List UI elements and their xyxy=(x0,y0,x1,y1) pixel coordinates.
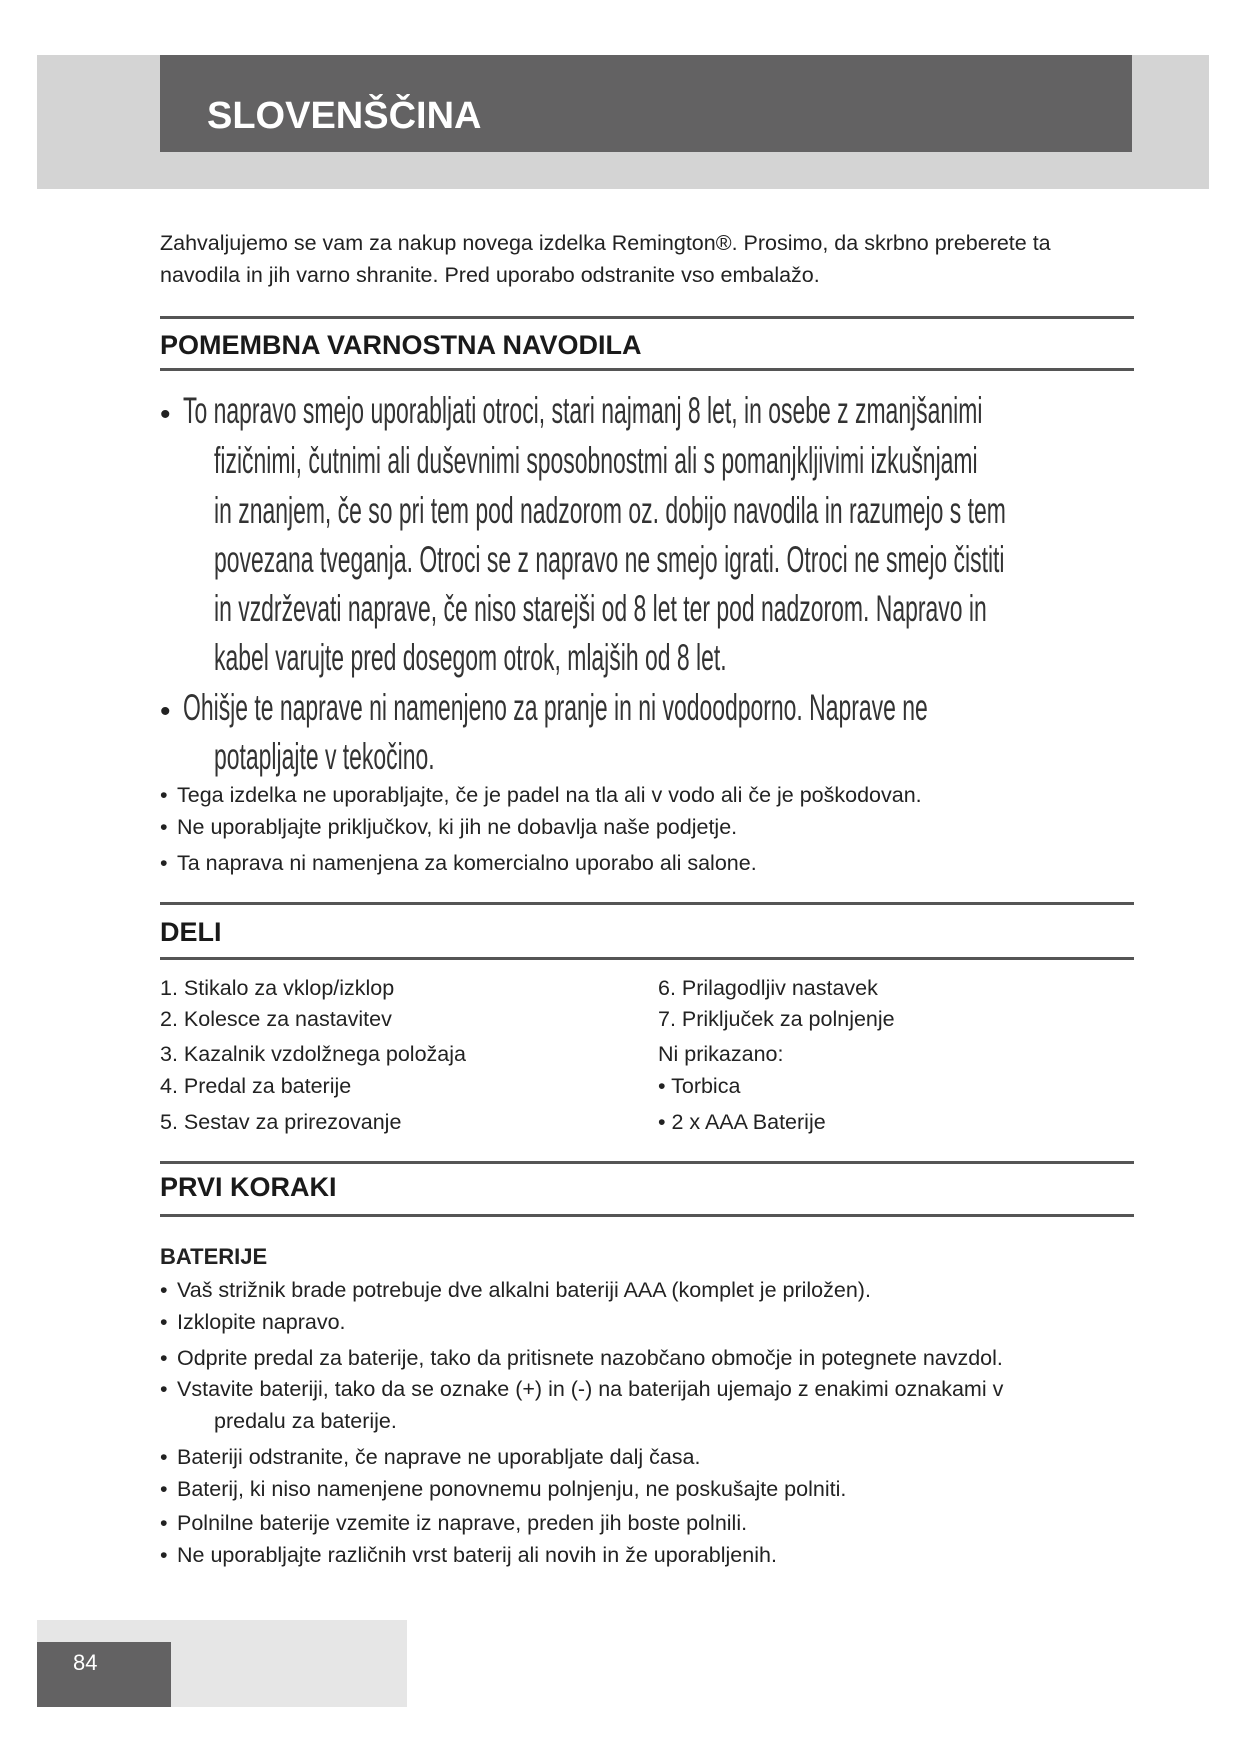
intro-line: navodila in jih varno shranite. Pred uporabo odstranite vso embalažo. xyxy=(160,263,820,287)
battery-item: Vstavite bateriji, tako da se oznake (+) in (-) na baterijah ujemajo z enakimi oznakami v xyxy=(177,1377,1004,1401)
divider xyxy=(160,1161,1134,1164)
page-title: SLOVENŠČINA xyxy=(207,95,482,137)
bullet: • xyxy=(160,398,171,431)
bullet: • xyxy=(160,1445,168,1469)
page-number: 84 xyxy=(73,1650,98,1675)
bullet: • xyxy=(160,783,168,807)
safety-line: potapljajte v tekočino. xyxy=(214,736,435,777)
battery-item: Vaš strižnik brade potrebuje dve alkalni bateriji AAA (komplet je priložen). xyxy=(177,1278,871,1302)
divider xyxy=(160,957,1134,960)
bullet: • xyxy=(160,1310,168,1334)
safety-line: in znanjem, če so pri tem pod nadzorom oz. dobijo navodila in razumejo s tem xyxy=(214,490,1006,531)
not-shown-label: Ni prikazano: xyxy=(658,1042,784,1066)
bullet: • xyxy=(160,695,171,728)
battery-item: Izklopite napravo. xyxy=(177,1310,346,1334)
bullet: • xyxy=(160,1543,168,1567)
bullet: • xyxy=(160,1278,168,1302)
safety-line: fizičnimi, čutnimi ali duševnimi sposobnostmi ali s pomanjkljivimi izkušnjami xyxy=(214,440,978,481)
safety-line: To napravo smejo uporabljati otroci, stari najmanj 8 let, in osebe z zmanjšanimi xyxy=(183,390,983,431)
part-item: 6. Prilagodljiv nastavek xyxy=(658,976,878,1000)
battery-item: Polnilne baterije vzemite iz naprave, preden jih boste polnili. xyxy=(177,1511,748,1535)
part-item: 5. Sestav za prirezovanje xyxy=(160,1110,402,1134)
section-heading-parts: DELI xyxy=(160,917,222,947)
bullet: • xyxy=(160,1346,168,1370)
part-item: 7. Priključek za polnjenje xyxy=(658,1007,895,1031)
battery-item: Odprite predal za baterije, tako da pritisnete nazobčano območje in potegnete navzdol. xyxy=(177,1346,1003,1370)
intro-line: Zahvaljujemo se vam za nakup novega izdelka Remington®. Prosimo, da skrbno preberete ta xyxy=(160,231,1051,255)
part-item: • 2 x AAA Baterije xyxy=(658,1110,826,1134)
battery-item: Ne uporabljajte različnih vrst baterij ali novih in že uporabljenih. xyxy=(177,1543,777,1567)
battery-item-continued: predalu za baterije. xyxy=(214,1409,397,1433)
bullet: • xyxy=(160,851,168,875)
bullet: • xyxy=(160,1477,168,1501)
part-item: 2. Kolesce za nastavitev xyxy=(160,1007,392,1031)
safety-item: Ta naprava ni namenjena za komercialno uporabo ali salone. xyxy=(177,851,757,875)
bullet: • xyxy=(160,1511,168,1535)
part-item: 4. Predal za baterije xyxy=(160,1074,352,1098)
bullet: • xyxy=(160,815,168,839)
footer-page-box xyxy=(37,1642,171,1707)
safety-line: Ohišje te naprave ni namenjeno za pranje in ni vodoodporno. Naprave ne xyxy=(183,687,928,728)
divider xyxy=(160,316,1134,319)
safety-item: Ne uporabljajte priključkov, ki jih ne dobavlja naše podjetje. xyxy=(177,815,738,839)
safety-line: in vzdrževati naprave, če niso starejši od 8 let ter pod nadzorom. Napravo in xyxy=(214,588,987,629)
subheading-batteries: BATERIJE xyxy=(160,1244,268,1269)
battery-item: Bateriji odstranite, če naprave ne uporabljate dalj časa. xyxy=(177,1445,701,1469)
section-heading-safety: POMEMBNA VARNOSTNA NAVODILA xyxy=(160,330,642,360)
safety-item: Tega izdelka ne uporabljajte, če je padel na tla ali v vodo ali če je poškodovan. xyxy=(177,783,922,807)
safety-line: kabel varujte pred dosegom otrok, mlajših od 8 let. xyxy=(214,637,727,678)
divider xyxy=(160,1214,1134,1217)
section-heading-first-steps: PRVI KORAKI xyxy=(160,1172,337,1202)
safety-line: povezana tveganja. Otroci se z napravo ne smejo igrati. Otroci ne smejo čistiti xyxy=(214,539,1005,580)
bullet: • xyxy=(160,1377,168,1401)
part-item: 3. Kazalnik vzdolžnega položaja xyxy=(160,1042,466,1066)
divider xyxy=(160,902,1134,905)
part-item: • Torbica xyxy=(658,1074,741,1098)
divider xyxy=(160,368,1134,371)
part-item: 1. Stikalo za vklop/izklop xyxy=(160,976,395,1000)
battery-item: Baterij, ki niso namenjene ponovnemu polnjenju, ne poskušajte polniti. xyxy=(177,1477,847,1501)
